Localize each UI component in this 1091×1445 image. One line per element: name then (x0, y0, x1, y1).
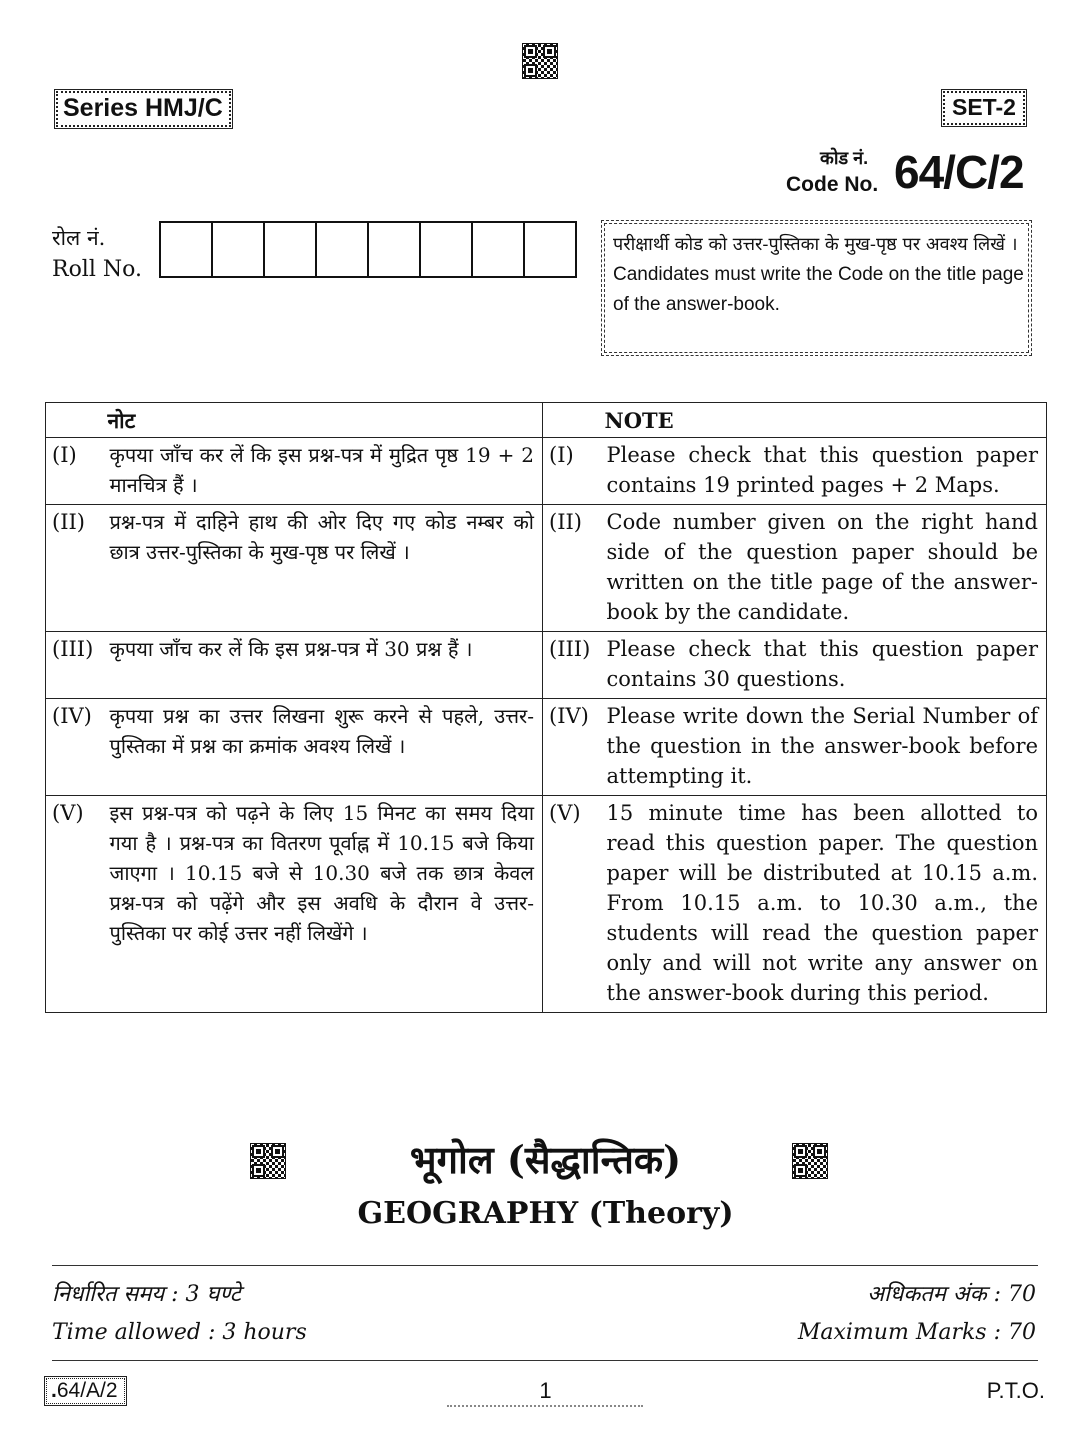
note-number: (I) (543, 438, 605, 505)
roll-digit-box[interactable] (315, 223, 367, 276)
divider (52, 1265, 1038, 1266)
table-row (46, 505, 1047, 632)
notes-heading-english: NOTE (605, 403, 1047, 438)
table-row (46, 632, 1047, 699)
note-text-english: Code number given on the right hand side of the question paper should be written on the title page of the answer-book by the candidate. (605, 505, 1047, 632)
note-text-english: 15 minute time has been allotted to read this question paper. The question paper will be distributed at 10.15 a.m. From 10.15 a.m. to 10.30 a.m., the students will read the question paper only and will not write any answer on the answer-book during this period. (605, 796, 1047, 1013)
note-number: (V) (46, 796, 108, 1013)
qr-code-icon (523, 44, 557, 78)
note-number: (IV) (46, 699, 108, 796)
note-text-hindi: इस प्रश्न-पत्र को पढ़ने के लिए 15 मिनट का समय दिया गया है । प्रश्न-पत्र का वितरण पूर्वाह्न में 10.15 बजे किया जाएगा । 10.15 बजे से 10.30 बजे तक छात्र केवल प्रश्न-पत्र को पढ़ेंगे और इस अवधि के दौरान वे उत्तर-पुस्तिका पर कोई उत्तर नहीं लिखेंगे । (108, 796, 543, 1013)
footer-code-value: 64/A/2 (56, 1379, 118, 1402)
code-number: 64/C/2 (894, 146, 1024, 198)
candidate-instruction-english: Candidates must write the Code on the title page of the answer-book. (613, 264, 1024, 315)
note-number: (II) (543, 505, 605, 632)
divider (52, 1360, 1038, 1361)
notes-table (45, 402, 1047, 1013)
time-allowed-english: Time allowed : 3 hours (52, 1320, 307, 1345)
footer-code-dot: . (51, 1379, 57, 1402)
roll-digit-box[interactable] (471, 223, 523, 276)
subject-title-english: GEOGRAPHY (Theory) (357, 1196, 734, 1231)
notes-header-row (46, 403, 1047, 438)
note-text-hindi: प्रश्न-पत्र में दाहिने हाथ की ओर दिए गए कोड नम्बर को छात्र उत्तर-पुस्तिका के मुख-पृष्ठ पर लिखें । (108, 505, 543, 632)
roll-digit-box[interactable] (419, 223, 471, 276)
time-allowed-hindi: निर्धारित समय : 3 घण्टे (52, 1282, 241, 1307)
maximum-marks-hindi: अधिकतम अंक : 70 (867, 1282, 1036, 1307)
note-text-hindi: कृपया जाँच कर लें कि इस प्रश्न-पत्र में 30 प्रश्न हैं । (108, 632, 543, 699)
table-row (46, 796, 1047, 1013)
footer-dotted-line (447, 1405, 643, 1407)
page-number: 1 (539, 1378, 552, 1403)
roll-digit-box[interactable] (161, 223, 211, 276)
note-text-english: Please check that this question paper contains 19 printed pages + 2 Maps. (605, 438, 1047, 505)
note-number: (IV) (543, 699, 605, 796)
please-turn-over: P.T.O. (986, 1378, 1045, 1403)
roll-number-boxes[interactable] (159, 221, 577, 278)
set-label: SET-2 (943, 91, 1025, 125)
table-row (46, 699, 1047, 796)
note-number: (III) (46, 632, 108, 699)
note-number: (III) (543, 632, 605, 699)
notes-heading-hindi: नोट (108, 403, 543, 438)
roll-digit-box[interactable] (211, 223, 263, 276)
series-label: Series HMJ/C (56, 91, 231, 127)
code-label-hindi: कोड नं. (820, 148, 869, 168)
note-number: (I) (46, 438, 108, 505)
note-text-hindi: कृपया जाँच कर लें कि इस प्रश्न-पत्र में मुद्रित पृष्ठ 19 + 2 मानचित्र हैं । (108, 438, 543, 505)
candidate-instruction-box (604, 223, 1029, 353)
subject-title-hindi: भूगोल (सैद्धान्तिक) (409, 1137, 682, 1182)
roll-label-hindi: रोल नं. (52, 226, 106, 250)
roll-label-english: Roll No. (52, 257, 142, 282)
note-text-english: Please write down the Serial Number of the question in the answer-book before attempting it. (605, 699, 1047, 796)
note-number: (V) (543, 796, 605, 1013)
note-text-english: Please check that this question paper contains 30 questions. (605, 632, 1047, 699)
candidate-instruction-hindi: परीक्षार्थी कोड को उत्तर-पुस्तिका के मुख-पृष्ठ पर अवश्य लिखें । (613, 234, 1018, 255)
roll-digit-box[interactable] (523, 223, 575, 276)
note-number: (II) (46, 505, 108, 632)
roll-digit-box[interactable] (367, 223, 419, 276)
note-text-hindi: कृपया प्रश्न का उत्तर लिखना शुरू करने से पहले, उत्तर-पुस्तिका में प्रश्न का क्रमांक अवश्य लिखें । (108, 699, 543, 796)
code-label-english: Code No. (786, 173, 879, 196)
table-row (46, 438, 1047, 505)
maximum-marks-english: Maximum Marks : 70 (797, 1320, 1036, 1345)
roll-digit-box[interactable] (263, 223, 315, 276)
